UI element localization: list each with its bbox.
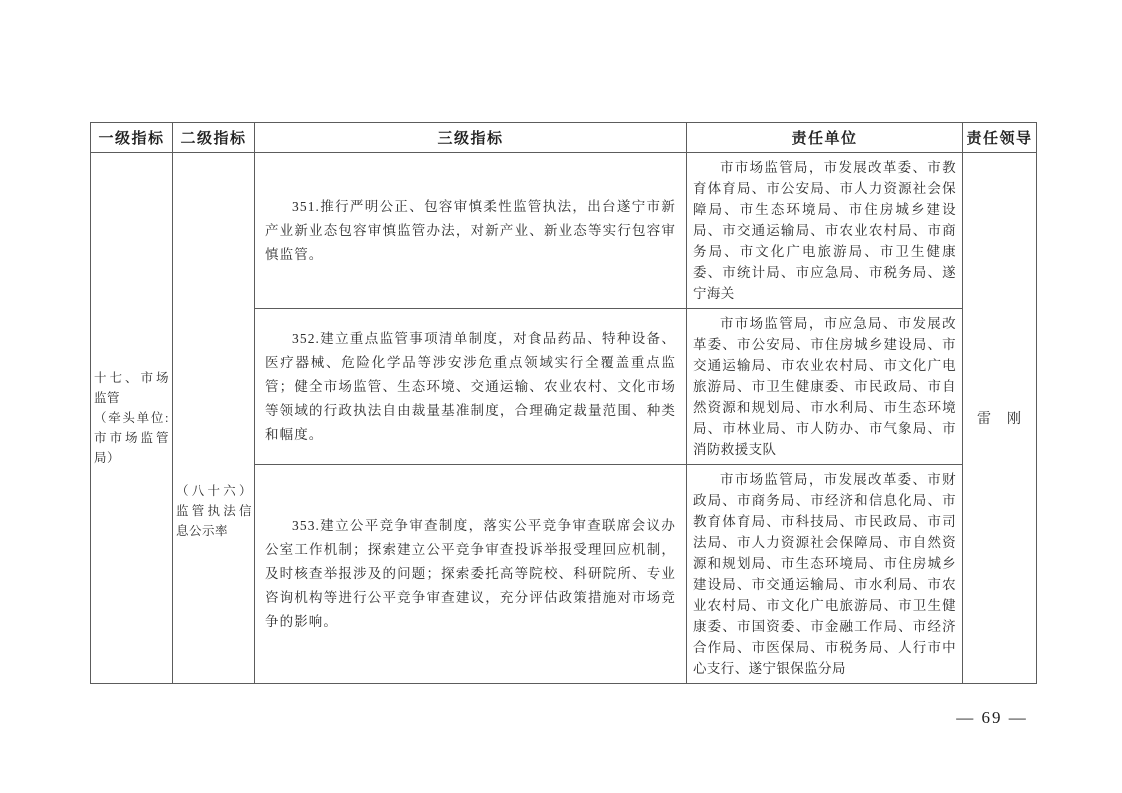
responsible-units-text: 市市场监管局，市发展改革委、市教育体育局、市公安局、市人力资源社会保障局、市生态环境局、市住房城乡建设局、市交通运输局、市农业农村局、市商务局、市文化广电旅游局、市卫生健康委、市统计局、市应急局、市税务局、遂宁海关 (693, 160, 956, 301)
header-level1-indicator: 一级指标 (91, 123, 173, 153)
responsible-units-text: 市市场监管局，市发展改革委、市财政局、市商务局、市经济和信息化局、市教育体育局、市科技局、市民政局、市司法局、市人力资源社会保障局、市自然资源和规划局、市生态环境局、市住房城乡建设局、市交通运输局、市水利局、市农业农村局、市文化广电旅游局、市卫生健康委、市国资委、市金融工作局、市经济合作局、市医保局、市税务局、人行市中心支行、遂宁银保监分局 (693, 472, 956, 676)
header-responsible-leader: 责任领导 (963, 123, 1037, 153)
level3-indicator-cell-353 (255, 465, 687, 684)
table-row (91, 153, 1037, 309)
responsible-units-cell-353 (687, 465, 963, 684)
level3-indicator-cell-352 (255, 309, 687, 465)
level3-indicator-text: 352.建立重点监管事项清单制度，对食品药品、特种设备、医疗器械、危险化学品等涉安涉危重点领域实行全覆盖重点监管；健全市场监管、生态环境、交通运输、农业农村、文化市场等领域的行政执法自由裁量基准制度，合理确定裁量范围、种类和幅度。 (265, 330, 676, 442)
level1-indicator-lead-unit: （牵头单位:市市场监管局） (94, 411, 169, 465)
level2-indicator-cell (173, 153, 255, 684)
page-number: — 69 — (956, 708, 1028, 727)
responsible-units-cell-351 (687, 153, 963, 309)
level2-indicator-text: （八十六）监管执法信息公示率 (176, 484, 252, 538)
responsible-leader-name: 雷 刚 (977, 412, 1022, 427)
indicator-table (90, 122, 1037, 684)
level3-indicator-cell-351 (255, 153, 687, 309)
level3-indicator-text: 353.建立公平竞争审查制度，落实公平竞争审查联席会议办公室工作机制；探索建立公平竞争审查投诉举报受理回应机制，及时核查举报涉及的问题；探索委托高等院校、科研院所、专业咨询机构等进行公平竞争审查建议，充分评估政策措施对市场竞争的影响。 (265, 518, 676, 629)
header-level2-indicator: 二级指标 (173, 123, 255, 153)
responsible-leader-cell (963, 153, 1037, 684)
header-responsible-unit: 责任单位 (687, 123, 963, 153)
level1-indicator-cell (91, 153, 173, 684)
responsible-units-text: 市市场监管局，市应急局、市发展改革委、市公安局、市住房城乡建设局、市交通运输局、市农业农村局、市文化广电旅游局、市卫生健康委、市民政局、市自然资源和规划局、市水利局、市生态环境局、市林业局、市人防办、市气象局、市消防救援支队 (693, 316, 956, 457)
table-header-row (91, 123, 1037, 153)
responsible-units-cell-352 (687, 309, 963, 465)
level1-indicator-title: 十七、市场监管 (94, 371, 169, 405)
level3-indicator-text: 351.推行严明公正、包容审慎柔性监管执法，出台遂宁市新产业新业态包容审慎监管办法，对新产业、新业态等实行包容审慎监管。 (265, 198, 676, 262)
header-level3-indicator: 三级指标 (255, 123, 687, 153)
